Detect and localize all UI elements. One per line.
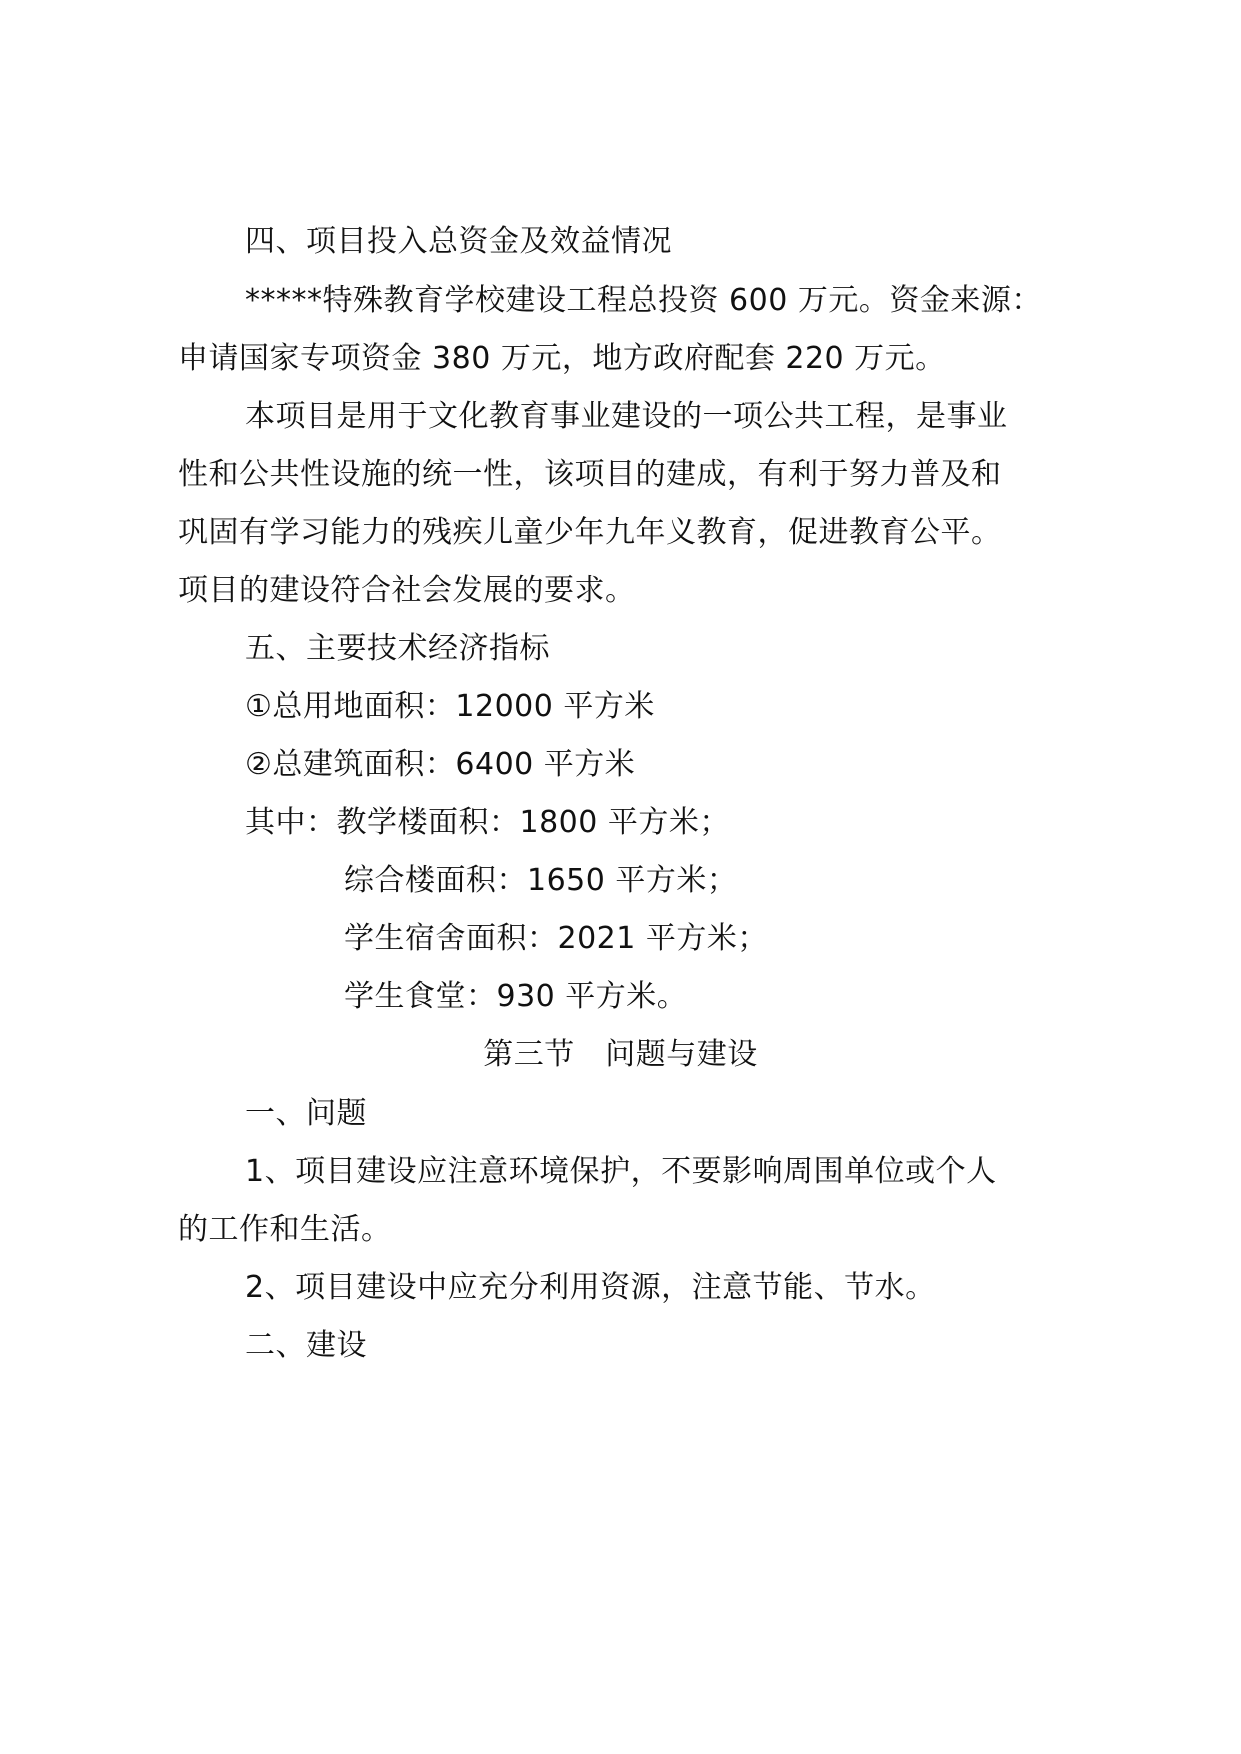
section-title: 第三节 问题与建设 bbox=[483, 1037, 758, 1072]
paragraph-line: 1、项目建设应注意环境保护，不要影响周围单位或个人 bbox=[245, 1154, 997, 1189]
section-heading-problems: 一、问题 bbox=[245, 1096, 367, 1131]
indicator-subitem: 学生食堂：930 平方米。 bbox=[344, 979, 688, 1014]
paragraph-line: 的工作和生活。 bbox=[178, 1212, 392, 1247]
paragraph-line: 巩固有学习能力的残疾儿童少年九年义教育，促进教育公平。 bbox=[178, 515, 1002, 550]
indicator-item: ①总用地面积：12000 平方米 bbox=[245, 689, 655, 724]
section-heading-construction: 二、建设 bbox=[245, 1328, 367, 1363]
paragraph-line: 2、项目建设中应充分利用资源，注意节能、节水。 bbox=[245, 1270, 936, 1305]
section-heading-investment: 四、项目投入总资金及效益情况 bbox=[245, 224, 672, 259]
indicator-subitem: 学生宿舍面积：2021 平方米； bbox=[344, 921, 768, 956]
paragraph-line: 项目的建设符合社会发展的要求。 bbox=[178, 573, 636, 608]
indicator-subitem: 综合楼面积：1650 平方米； bbox=[344, 863, 738, 898]
paragraph-line: *****特殊教育学校建设工程总投资 600 万元。资金来源： bbox=[245, 283, 1042, 318]
paragraph-line: 本项目是用于文化教育事业建设的一项公共工程，是事业 bbox=[245, 399, 1008, 434]
indicator-item: ②总建筑面积：6400 平方米 bbox=[245, 747, 636, 782]
section-heading-indicators: 五、主要技术经济指标 bbox=[245, 631, 550, 666]
paragraph-line: 性和公共性设施的统一性，该项目的建成，有利于努力普及和 bbox=[178, 457, 1002, 492]
paragraph-line: 申请国家专项资金 380 万元，地方政府配套 220 万元。 bbox=[178, 341, 946, 376]
indicator-item: 其中：教学楼面积：1800 平方米； bbox=[245, 805, 730, 840]
